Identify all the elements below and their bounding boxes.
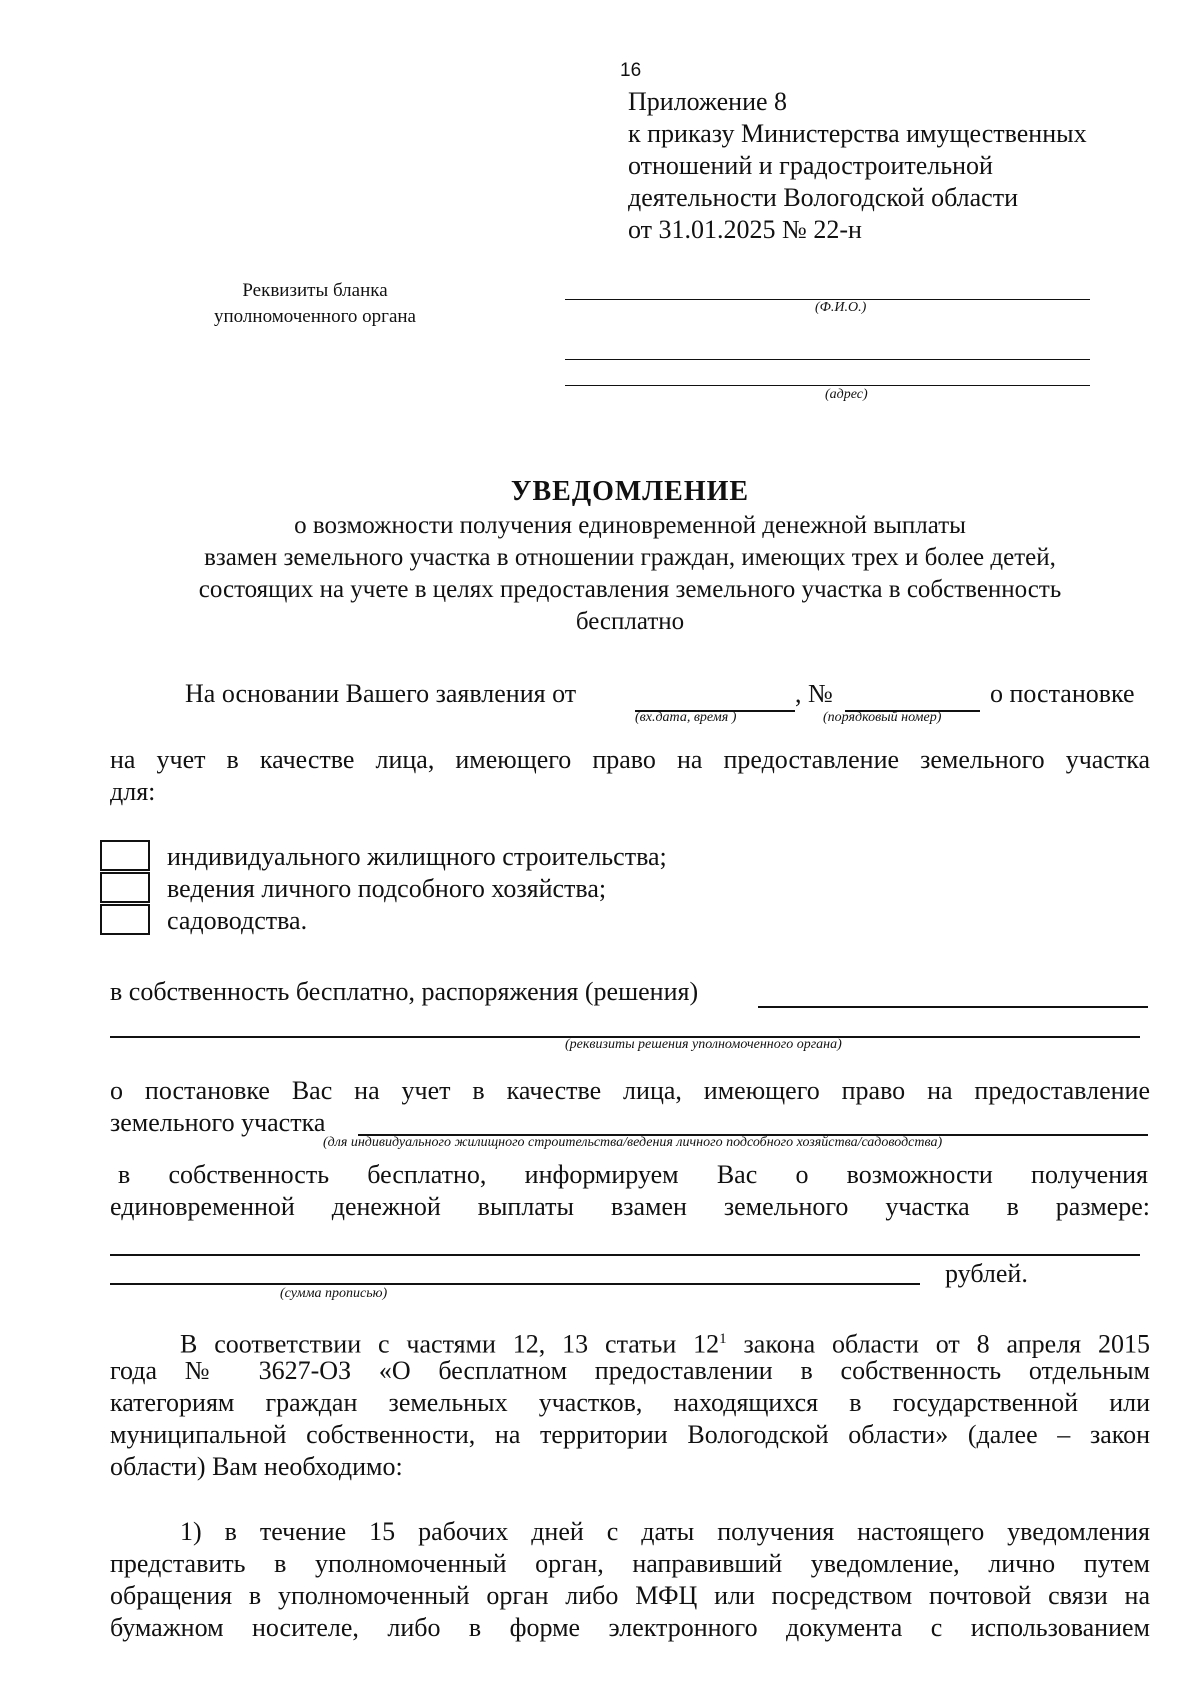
requisites-line: Реквизиты бланка	[242, 280, 388, 301]
register-text: на учет в качестве лица, имеющего право на предоставление земельного участка	[110, 745, 1150, 774]
purpose-caption: (для индивидуального жилищного строительства/ведения личного подсобного хозяйства/садоводства)	[323, 1135, 943, 1150]
requisites-line: уполномоченного органа	[214, 306, 416, 327]
number-sign: , №	[795, 679, 833, 708]
decision-blank-1	[758, 1006, 1148, 1008]
option-subsidiary-farming: ведения личного подсобного хозяйства;	[167, 874, 607, 903]
law-superscript: 1	[719, 1331, 727, 1347]
law-line: категориям граждан земельных участков, находящихся в государственной или	[110, 1388, 1150, 1417]
item1-line: бумажном носителе, либо в форме электронного документа с использованием	[110, 1613, 1150, 1642]
item1-line: обращения в уполномоченный орган либо МФЦ или посредством почтовой связи на	[110, 1581, 1150, 1610]
address-line-2	[565, 385, 1090, 386]
checkbox-gardening[interactable]	[100, 904, 150, 935]
fio-caption: (Ф.И.О.)	[815, 300, 867, 315]
sum-blank-1	[110, 1254, 1140, 1256]
basis-suffix: о постановке	[990, 679, 1135, 708]
law-line: муниципальной собственности, на территории Вологодской области» (далее – закон	[110, 1420, 1150, 1449]
address-line-1	[565, 359, 1090, 360]
appendix-line: деятельности Вологодской области	[628, 183, 1018, 212]
appendix-line: отношений и градостроительной	[628, 151, 993, 180]
basis-prefix: На основании Вашего заявления от	[185, 679, 577, 708]
number-caption: (порядковый номер)	[823, 710, 942, 725]
option-gardening: садоводства.	[167, 906, 308, 935]
registration-text: о постановке Вас на учет в качестве лица, имеющего право на предоставление	[110, 1076, 1150, 1105]
subtitle-line: состоящих на учете в целях предоставления земельного участка в собственность	[198, 576, 1062, 603]
registration-prefix: земельного участка	[110, 1108, 326, 1137]
appendix-line: к приказу Министерства имущественных	[628, 119, 1087, 148]
decision-caption: (реквизиты решения уполномоченного органа)	[565, 1037, 842, 1052]
law-text-a: В соответствии с частями 12, 13 статьи 12	[180, 1329, 720, 1359]
item1-line: представить в уполномоченный орган, направивший уведомление, лично путем	[110, 1549, 1150, 1578]
item1-line: 1) в течение 15 рабочих дней с даты получения настоящего уведомления	[180, 1517, 1150, 1546]
law-text-b: закона области от 8 апреля 2015	[726, 1329, 1151, 1359]
requisites-block	[160, 278, 470, 330]
subtitle-line: бесплатно	[575, 608, 685, 635]
sum-caption: (сумма прописью)	[280, 1286, 388, 1301]
ownership-prefix: в собственность бесплатно, распоряжения (решения)	[110, 977, 699, 1006]
subtitle-line: о возможности получения единовременной денежной выплаты	[294, 512, 966, 539]
law-line: года № 3627-ОЗ «О бесплатном предоставлении в собственность отдельным	[110, 1356, 1150, 1385]
sum-blank-2	[110, 1283, 920, 1285]
rubles-label: рублей.	[945, 1259, 1028, 1288]
law-line-last: области) Вам необходимо:	[110, 1452, 403, 1481]
page-number: 16	[620, 60, 642, 81]
inform-text-1: в собственность бесплатно, информируем Вас о возможности получения	[118, 1160, 1148, 1189]
document-title: УВЕДОМЛЕНИЕ	[510, 476, 750, 507]
date-caption: (вх.дата, время )	[635, 710, 737, 725]
appendix-header	[628, 86, 1087, 246]
checkbox-subsidiary-farming[interactable]	[100, 872, 150, 903]
inform-text-2: единовременной денежной выплаты взамен земельного участка в размере:	[110, 1192, 1150, 1221]
appendix-line: Приложение 8	[628, 87, 788, 116]
checkbox-individual-housing[interactable]	[100, 840, 150, 871]
for-label: для:	[110, 777, 156, 806]
subtitle-line: взамен земельного участка в отношении граждан, имеющих трех и более детей,	[204, 544, 1056, 571]
appendix-line: от 31.01.2025 № 22-н	[628, 215, 862, 244]
option-individual-housing: индивидуального жилищного строительства;	[167, 842, 667, 871]
address-caption: (адрес)	[825, 387, 868, 402]
document-subtitle	[0, 510, 1200, 638]
